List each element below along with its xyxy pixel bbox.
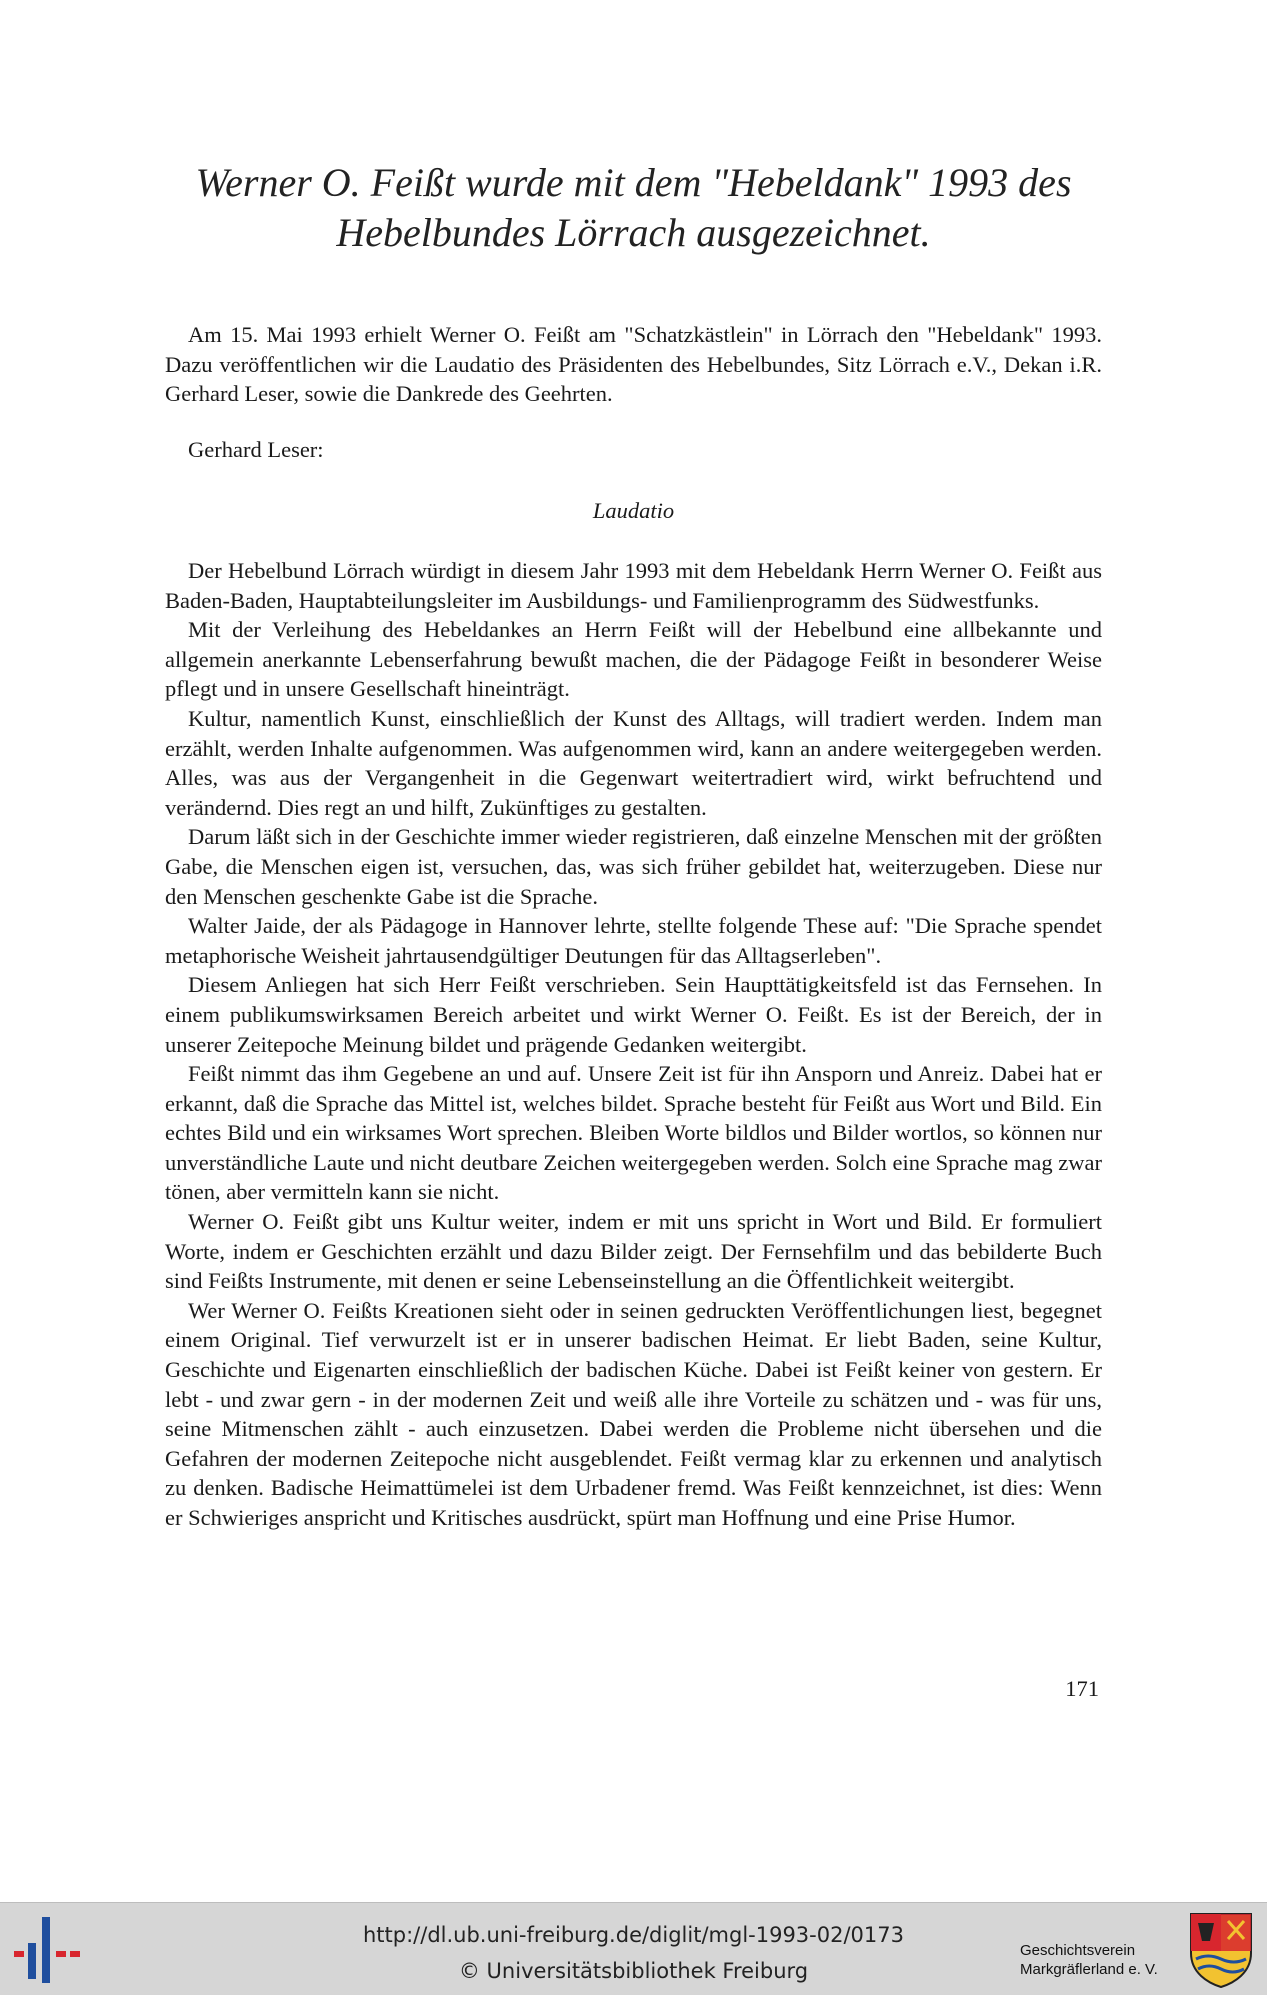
speaker-label: Gerhard Leser: <box>188 437 324 462</box>
article-body <box>165 556 1102 1533</box>
body-paragraph: Wer Werner O. Feißts Kreationen sieht oder in seinen gedruckten Veröffentlichungen liest, begegnet einem Original. Tief verwurzelt ist er in unserer badischen Heimat. Er liebt Baden, seine Kultur, Geschichte und Eigenarten einschließlich der badischen Küche. Dabei ist Feißt keiner von gestern. Er lebt - und zwar gern - in der modernen Zeit und weiß alle ihre Vorteile zu schätzen und - was für uns, seine Mitmenschen zählt - auch einzusetzen. Dabei werden die Probleme nicht übersehen und die Gefahren der modernen Zeitepoche nicht ausgeblendet. Feißt vermag klar zu erkennen und analytisch zu denken. Badische Heimattümelei ist dem Urbadener fremd. Was Feißt kennzeichnet, ist dies: Wenn er Schwieriges anspricht und Kritisches ausdrückt, spürt man Hoffnung und eine Prise Humor. <box>165 1297 1102 1530</box>
body-paragraph: Werner O. Feißt gibt uns Kultur weiter, indem er mit uns spricht in Wort und Bild. Er formuliert Worte, indem er Geschichten erzählt und dazu Bilder zeigt. Der Fernsehfilm und das bebilderte Buch sind Feißts Instrumente, mit denen er seine Lebenseinstellung an die Öffentlichkeit weitergibt. <box>165 1209 1102 1294</box>
footer-bar <box>0 1902 1267 1995</box>
society-name-line-2: Markgräflerland e. V. <box>1020 1961 1158 1978</box>
article-title-line-1: Werner O. Feißt wurde mit dem "Hebeldank" 1993 des <box>195 160 1072 205</box>
body-paragraph: Mit der Verleihung des Hebeldankes an Herrn Feißt will der Hebelbund eine allbekannte und allgemein anerkannte Lebenserfahrung bewußt machen, die der Pädagoge Feißt in besonderer Weise pflegt und in unsere Gesellschaft hineinträgt. <box>165 617 1102 702</box>
page-number: 171 <box>1065 1676 1099 1701</box>
society-name-line-1: Geschichtsverein <box>1020 1942 1136 1959</box>
coat-of-arms-icon <box>1188 1911 1254 1989</box>
intro-paragraph: Am 15. Mai 1993 erhielt Werner O. Feißt am "Schatzkästlein" in Lörrach den "Hebeldank" 1993. Dazu veröffentlichen wir die Laudatio des Präsidenten des Hebelbundes, Sitz Lörrach e.V., Dekan i.R. Gerhard Leser, sowie die Dankrede des Geehrten. <box>165 322 1102 406</box>
footer-copyright: © Universitätsbibliothek Freiburg <box>458 1959 809 1983</box>
article-title <box>120 158 1147 258</box>
body-paragraph: Diesem Anliegen hat sich Herr Feißt verschrieben. Sein Haupttätigkeitsfeld ist das Fernsehen. In einem publikumswirksamen Bereich arbeitet und wirkt Werner O. Feißt. Es ist der Bereich, der in unserer Zeitepoche Meinung bildet und prägende Gedanken weitergibt. <box>165 972 1102 1057</box>
footer-url-link[interactable]: http://dl.ub.uni-freiburg.de/diglit/mgl-1993-02/0173 <box>362 1923 904 1947</box>
society-name <box>1020 1941 1158 1979</box>
body-paragraph: Feißt nimmt das ihm Gegebene an und auf. Unsere Zeit ist für ihn Ansporn und Anreiz. Dabei hat er erkannt, daß die Sprache das Mittel ist, welches bildet. Sprache besteht für Feißt aus Wort und Bild. Ein echtes Bild und ein wirksames Wort sprechen. Bleiben Worte bildlos und Bilder wortlos, so können nur unverständliche Laute und nicht deutbare Zeichen weitergegeben werden. Solch eine Sprache mag zwar tönen, aber vermitteln kann sie nicht. <box>165 1061 1102 1205</box>
intro-text <box>165 320 1102 409</box>
body-paragraph: Der Hebelbund Lörrach würdigt in diesem Jahr 1993 mit dem Hebeldank Herrn Werner O. Feißt aus Baden-Baden, Hauptabteilungsleiter im Ausbildungs- und Familienprogramm des Südwestfunks. <box>165 558 1102 613</box>
body-paragraph: Walter Jaide, der als Pädagoge in Hannover lehrte, stellte folgende These auf: "Die Sprache spendet metaphorische Weisheit jahrtausendgültiger Deutungen für das Alltagserleben". <box>165 913 1102 968</box>
body-paragraph: Darum läßt sich in der Geschichte immer wieder registrieren, daß einzelne Menschen mit der größten Gabe, die Menschen eigen ist, versuchen, das, was sich früher gebildet hat, weiterzugeben. Diese nur den Menschen geschenkte Gabe ist die Sprache. <box>165 824 1102 909</box>
section-title: Laudatio <box>592 498 675 523</box>
body-paragraph: Kultur, namentlich Kunst, einschließlich der Kunst des Alltags, will tradiert werden. Indem man erzählt, werden Inhalte aufgenommen. Was aufgenommen wird, kann an andere weitergegeben werden. Alles, was aus der Vergangenheit in die Gegenwart weitertradiert wird, wirkt befruchtend und verändernd. Dies regt an und hilft, Zukünftiges zu gestalten. <box>165 705 1102 820</box>
article-title-line-2: Hebelbundes Lörrach ausgezeichnet. <box>336 210 931 255</box>
